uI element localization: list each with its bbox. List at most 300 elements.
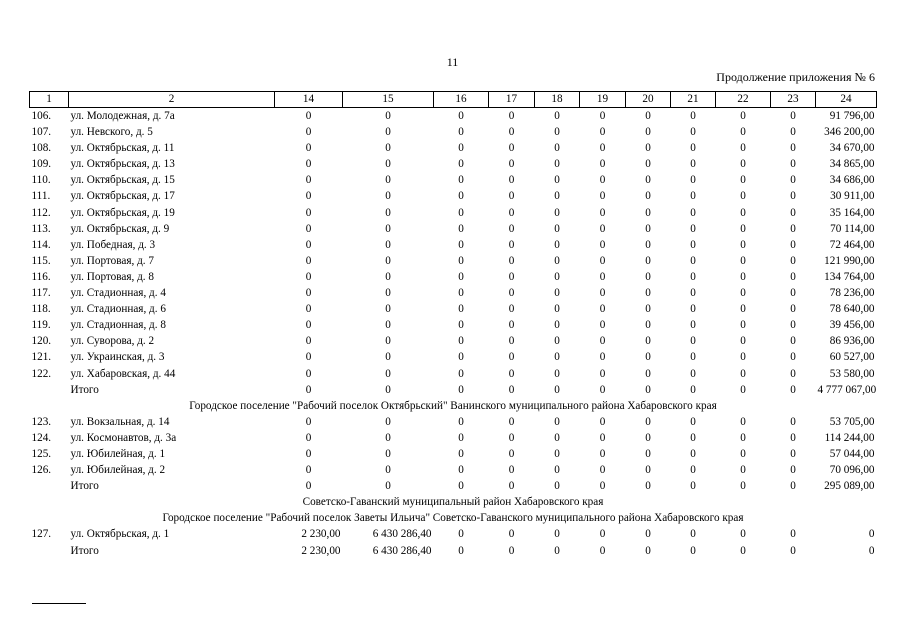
row-number [30,543,69,559]
column-header-14: 14 [275,92,343,108]
cell-col-23: 0 [790,287,796,300]
table-row [30,237,877,253]
cell-col-18: 0 [554,447,560,460]
cell-col-17: 0 [508,174,515,187]
cell-col-18: 0 [554,174,560,187]
cell-col-22: 0 [740,367,746,380]
cell-col-19: 0 [599,222,606,235]
cell-col-24: 4 777 067,00 [817,383,877,396]
cell-col-22: 0 [740,528,746,541]
cell-col-24: 53 705,00 [829,415,875,428]
cell-col-20: 0 [645,126,651,139]
cell-col-17: 0 [508,110,515,122]
cell-col-19: 0 [599,447,606,460]
cell-col-21: 0 [690,254,696,267]
cell-col-23: 0 [790,158,796,171]
total-label: Итого [70,383,99,396]
row-number: 113. [31,222,51,235]
cell-col-17: 0 [508,447,515,460]
cell-col-18: 0 [554,464,560,477]
cell-col-15: 0 [385,287,391,300]
cell-col-16: 0 [458,319,464,332]
column-header-19: 19 [580,92,626,108]
cell-col-18: 0 [554,431,560,444]
cell-col-17: 0 [508,270,515,283]
cell-col-18: 0 [554,480,560,493]
cell-col-17: 0 [508,351,515,364]
cell-col-24: 346 200,00 [824,126,875,139]
cell-col-16: 0 [458,480,464,493]
cell-col-20: 0 [645,110,651,122]
table-row [30,140,877,156]
cell-col-21: 0 [690,303,696,316]
column-header-18: 18 [535,92,580,108]
cell-col-14: 0 [305,158,312,171]
table-row [30,366,877,382]
cell-col-23: 0 [790,174,796,187]
cell-col-24: 86 936,00 [829,335,875,348]
table-row [30,221,877,237]
cell-col-19: 0 [599,206,606,219]
address-cell: ул. Стадионная, д. 8 [70,319,166,332]
cell-col-20: 0 [645,367,651,380]
cell-col-15: 0 [385,110,391,122]
cell-col-23: 0 [790,190,796,203]
row-number: 112. [31,206,51,219]
cell-col-19: 0 [599,126,606,139]
cell-col-20: 0 [645,222,651,235]
cell-col-24: 53 580,00 [829,367,875,380]
address-cell: ул. Октябрьская, д. 19 [70,206,175,219]
row-number: 117. [31,287,51,300]
cell-col-24: 134 764,00 [824,270,875,283]
cell-col-15: 0 [385,367,391,380]
cell-col-18: 0 [554,222,560,235]
section-heading: Городское поселение "Рабочий поселок Октябрьский" Ванинского муниципального района Хабаровского края [189,399,717,412]
cell-col-21: 0 [690,110,696,122]
cell-col-19: 0 [599,270,606,283]
total-row [30,543,877,559]
cell-col-24: 34 686,00 [829,174,875,187]
cell-col-20: 0 [645,142,651,155]
cell-col-18: 0 [554,544,560,557]
table-row [30,124,877,140]
cell-col-22: 0 [740,174,746,187]
cell-col-24: 70 096,00 [829,464,875,477]
column-header-22: 22 [716,92,771,108]
cell-col-22: 0 [740,544,746,557]
cell-col-22: 0 [740,238,746,251]
cell-col-21: 0 [690,544,696,557]
cell-col-14: 0 [305,287,312,300]
row-number: 111. [31,190,51,203]
cell-col-21: 0 [690,222,696,235]
cell-col-14: 0 [305,383,312,396]
cell-col-16: 0 [458,544,464,557]
cell-col-24: 35 164,00 [829,206,875,219]
cell-col-18: 0 [554,528,560,541]
cell-col-21: 0 [690,415,696,428]
table-row [30,172,877,188]
row-number: 108. [31,142,52,155]
cell-col-20: 0 [645,319,651,332]
cell-col-23: 0 [790,142,796,155]
cell-col-23: 0 [790,528,796,541]
cell-col-15: 0 [385,254,391,267]
cell-col-17: 0 [508,238,515,251]
cell-col-17: 0 [508,142,515,155]
cell-col-22: 0 [740,142,746,155]
address-cell: ул. Юбилейная, д. 2 [70,464,166,477]
cell-col-16: 0 [458,383,464,396]
cell-col-19: 0 [599,464,606,477]
cell-col-22: 0 [740,206,746,219]
cell-col-15: 0 [385,303,391,316]
cell-col-19: 0 [599,110,606,122]
cell-col-14: 0 [305,126,312,139]
row-number: 115. [31,254,51,267]
address-cell: ул. Победная, д. 3 [70,238,156,251]
cell-col-15: 0 [385,447,391,460]
cell-col-23: 0 [790,254,796,267]
cell-col-19: 0 [599,415,606,428]
cell-col-22: 0 [740,351,746,364]
cell-col-16: 0 [458,142,464,155]
page-number: 11 [446,55,459,69]
cell-col-22: 0 [740,110,746,122]
cell-col-18: 0 [554,351,560,364]
cell-col-24: 78 236,00 [829,287,875,300]
cell-col-23: 0 [790,544,796,557]
total-label: Итого [70,544,99,557]
cell-col-23: 0 [790,447,796,460]
cell-col-15: 0 [385,126,391,139]
cell-col-16: 0 [458,351,464,364]
cell-col-24: 295 089,00 [824,480,875,493]
row-number: 114. [31,238,51,251]
cell-col-22: 0 [740,431,746,444]
cell-col-21: 0 [690,367,696,380]
cell-col-20: 0 [645,190,651,203]
cell-col-14: 0 [305,174,312,187]
cell-col-15: 6 430 286,40 [372,528,432,541]
cell-col-17: 0 [508,158,515,171]
cell-col-15: 0 [385,238,391,251]
cell-col-23: 0 [790,383,796,396]
cell-col-15: 0 [385,383,391,396]
cell-col-14: 0 [305,367,312,380]
cell-col-20: 0 [645,351,651,364]
cell-col-16: 0 [458,254,464,267]
table-row [30,430,877,446]
cell-col-17: 0 [508,367,515,380]
header-row [30,92,877,108]
row-number: 122. [31,367,52,380]
table-row [30,446,877,462]
column-header-20: 20 [626,92,671,108]
cell-col-23: 0 [790,464,796,477]
cell-col-22: 0 [740,254,746,267]
appendix-continuation-label: Продолжение приложения № 6 [716,70,875,84]
row-number: 106. [31,110,52,122]
cell-col-19: 0 [599,287,606,300]
cell-col-16: 0 [458,190,464,203]
cell-col-19: 0 [599,544,606,557]
section-heading: Советско-Гаванский муниципальный район Хабаровского края [302,496,604,509]
cell-col-24: 60 527,00 [829,351,875,364]
data-table [29,91,877,559]
table-row [30,205,877,221]
cell-col-23: 0 [790,238,796,251]
row-number: 126. [31,464,52,477]
address-cell: ул. Хабаровская, д. 44 [70,367,176,380]
cell-col-21: 0 [690,351,696,364]
cell-col-18: 0 [554,238,560,251]
cell-col-23: 0 [790,431,796,444]
total-row [30,478,877,494]
cell-col-15: 0 [385,415,391,428]
cell-col-16: 0 [458,335,464,348]
cell-col-16: 0 [458,303,464,316]
cell-col-14: 0 [305,464,312,477]
cell-col-19: 0 [599,158,606,171]
cell-col-16: 0 [458,174,464,187]
address-cell: ул. Юбилейная, д. 1 [70,447,166,460]
cell-col-18: 0 [554,254,560,267]
cell-col-19: 0 [599,431,606,444]
section-heading-row [30,510,877,526]
cell-col-19: 0 [599,383,606,396]
column-header-2: 2 [69,92,275,108]
cell-col-20: 0 [645,431,651,444]
cell-col-21: 0 [690,431,696,444]
table-row [30,188,877,204]
cell-col-23: 0 [790,335,796,348]
cell-col-18: 0 [554,158,560,171]
cell-col-14: 0 [305,480,312,493]
cell-col-20: 0 [645,206,651,219]
address-cell: ул. Суворова, д. 2 [70,335,155,348]
cell-col-19: 0 [599,351,606,364]
column-header-17: 17 [489,92,535,108]
cell-col-16: 0 [458,238,464,251]
address-cell: ул. Невского, д. 5 [70,126,153,139]
cell-col-22: 0 [740,464,746,477]
cell-col-24: 78 640,00 [829,303,875,316]
cell-col-15: 0 [385,174,391,187]
total-row [30,382,877,398]
cell-col-22: 0 [740,270,746,283]
cell-col-24: 121 990,00 [824,254,875,267]
cell-col-15: 6 430 286,40 [372,544,432,557]
cell-col-17: 0 [508,480,515,493]
row-number: 127. [31,528,52,541]
cell-col-20: 0 [645,480,651,493]
cell-col-18: 0 [554,270,560,283]
cell-col-23: 0 [790,415,796,428]
cell-col-17: 0 [508,126,515,139]
table-row [30,414,877,430]
cell-col-18: 0 [554,319,560,332]
table-row [30,156,877,172]
cell-col-15: 0 [385,335,391,348]
cell-col-22: 0 [740,158,746,171]
table-row [30,269,877,285]
cell-col-14: 0 [305,270,312,283]
cell-col-22: 0 [740,335,746,348]
cell-col-18: 0 [554,335,560,348]
cell-col-20: 0 [645,254,651,267]
cell-col-24: 70 114,00 [830,222,875,235]
address-cell: ул. Украинская, д. 3 [70,351,165,364]
table-row [30,285,877,301]
cell-col-17: 0 [508,222,515,235]
section-heading-row [30,398,877,414]
cell-col-19: 0 [599,174,606,187]
section-heading: Городское поселение "Рабочий поселок Заветы Ильича" Советско-Гаванского муниципального района Хабаровского края [162,512,744,525]
cell-col-24: 0 [868,544,875,557]
cell-col-18: 0 [554,126,560,139]
cell-col-18: 0 [554,190,560,203]
cell-col-16: 0 [458,110,464,122]
cell-col-20: 0 [645,528,651,541]
address-cell: ул. Октябрьская, д. 1 [70,528,170,541]
cell-col-16: 0 [458,447,464,460]
cell-col-14: 0 [305,222,312,235]
cell-col-15: 0 [385,158,391,171]
cell-col-17: 0 [508,544,515,557]
cell-col-16: 0 [458,126,464,139]
cell-col-17: 0 [508,319,515,332]
column-header-1: 1 [30,92,69,108]
cell-col-20: 0 [645,415,651,428]
cell-col-15: 0 [385,431,391,444]
address-cell: ул. Стадионная, д. 6 [70,303,166,316]
cell-col-21: 0 [690,528,696,541]
cell-col-14: 2 230,00 [301,544,341,557]
cell-col-20: 0 [645,238,651,251]
cell-col-16: 0 [458,415,464,428]
cell-col-15: 0 [385,190,391,203]
row-number: 109. [31,158,52,171]
cell-col-24: 91 796,00 [829,110,875,122]
cell-col-21: 0 [690,190,696,203]
cell-col-22: 0 [740,190,746,203]
cell-col-15: 0 [385,222,391,235]
total-label: Итого [70,480,99,493]
cell-col-18: 0 [554,415,560,428]
table-row [30,317,877,333]
address-cell: ул. Портовая, д. 7 [70,254,154,267]
cell-col-16: 0 [458,367,464,380]
cell-col-20: 0 [645,174,651,187]
cell-col-18: 0 [554,303,560,316]
cell-col-23: 0 [790,206,796,219]
cell-col-21: 0 [690,464,696,477]
cell-col-21: 0 [690,335,696,348]
row-number [30,382,69,398]
cell-col-20: 0 [645,335,651,348]
cell-col-17: 0 [508,287,515,300]
cell-col-21: 0 [690,174,696,187]
cell-col-23: 0 [790,480,796,493]
cell-col-14: 0 [305,319,312,332]
cell-col-14: 0 [305,142,312,155]
cell-col-17: 0 [508,464,515,477]
cell-col-22: 0 [740,126,746,139]
cell-col-20: 0 [645,158,651,171]
cell-col-19: 0 [599,480,606,493]
cell-col-22: 0 [740,222,746,235]
table-row [30,108,877,125]
cell-col-16: 0 [458,287,464,300]
cell-col-18: 0 [554,383,560,396]
column-header-23: 23 [771,92,816,108]
row-number: 121. [31,351,52,364]
cell-col-23: 0 [790,303,796,316]
cell-col-21: 0 [690,447,696,460]
cell-col-16: 0 [458,206,464,219]
cell-col-24: 0 [868,528,875,541]
cell-col-22: 0 [740,480,746,493]
column-header-16: 16 [434,92,489,108]
cell-col-15: 0 [385,464,391,477]
cell-col-24: 72 464,00 [829,238,875,251]
cell-col-14: 0 [305,431,312,444]
table-row [30,333,877,349]
cell-col-21: 0 [690,270,696,283]
cell-col-15: 0 [385,319,391,332]
address-cell: ул. Вокзальная, д. 14 [70,415,170,428]
cell-col-15: 0 [385,351,391,364]
cell-col-19: 0 [599,190,606,203]
address-cell: ул. Космонавтов, д. 3а [70,431,177,444]
cell-col-18: 0 [554,206,560,219]
cell-col-21: 0 [690,480,696,493]
row-number: 124. [31,431,52,444]
column-header-15: 15 [343,92,434,108]
address-cell: ул. Октябрьская, д. 13 [70,158,175,171]
cell-col-19: 0 [599,254,606,267]
cell-col-20: 0 [645,447,651,460]
cell-col-16: 0 [458,464,464,477]
cell-col-24: 114 244,00 [824,431,875,444]
cell-col-14: 0 [305,110,312,122]
cell-col-14: 0 [305,303,312,316]
cell-col-19: 0 [599,142,606,155]
cell-col-14: 2 230,00 [301,528,341,541]
table-body [30,108,877,559]
cell-col-20: 0 [645,544,651,557]
cell-col-17: 0 [508,415,515,428]
cell-col-23: 0 [790,110,796,122]
cell-col-24: 39 456,00 [829,319,875,332]
cell-col-15: 0 [385,206,391,219]
cell-col-23: 0 [790,222,796,235]
table-row [30,526,877,542]
table-row [30,301,877,317]
row-number [30,478,69,494]
cell-col-14: 0 [305,415,312,428]
row-number: 107. [31,126,52,139]
cell-col-21: 0 [690,238,696,251]
cell-col-24: 34 865,00 [829,158,875,171]
cell-col-17: 0 [508,431,515,444]
cell-col-14: 0 [305,447,312,460]
cell-col-15: 0 [385,270,391,283]
cell-col-23: 0 [790,126,796,139]
cell-col-19: 0 [599,238,606,251]
